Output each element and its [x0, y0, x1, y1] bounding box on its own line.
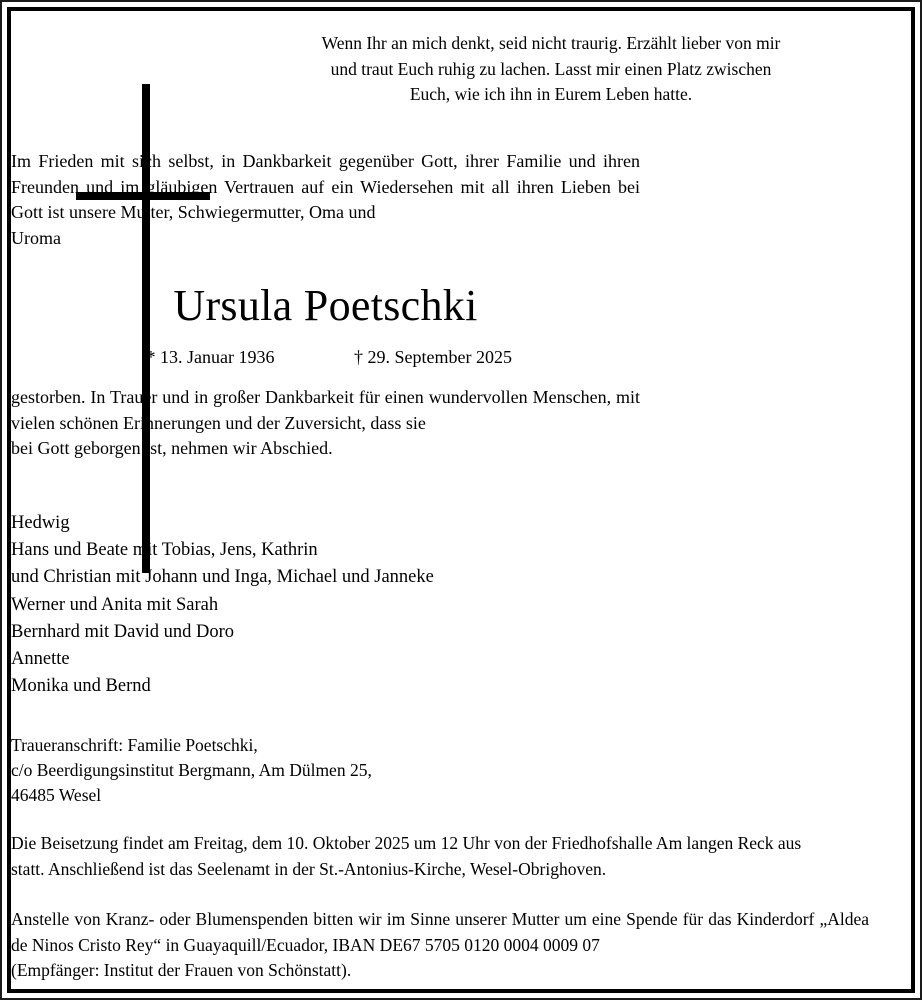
- list-item: Annette: [11, 649, 70, 670]
- death-date: † 29. September 2025: [354, 347, 512, 367]
- survivors-list: [11, 510, 640, 700]
- donation-information: [11, 907, 869, 984]
- intro-paragraph: [11, 149, 640, 251]
- quote-line-3: Euch, wie ich ihn in Eurem Leben hatte.: [409, 84, 693, 104]
- memorial-quote: [251, 31, 851, 108]
- notice-content: [11, 11, 911, 989]
- intro-last-line: Uroma: [11, 227, 61, 248]
- address-line-3: 46485 Wesel: [11, 785, 102, 805]
- address-line-1: Traueranschrift: Familie Poetschki,: [11, 735, 258, 755]
- list-item: Monika und Bernd: [11, 676, 151, 697]
- burial-information: [11, 831, 869, 882]
- farewell-text: gestorben. In Trauer und in großer Dankbarkeit für einen wundervollen Menschen, mit vielen schönen Erinnerungen und der Zuversicht, dass sie: [11, 387, 640, 433]
- farewell-paragraph: [11, 385, 640, 462]
- donation-text: Anstelle von Kranz- oder Blumenspenden bitten wir im Sinne unserer Mutter um eine Spende für das Kinderdorf „Aldea de Ninos Cristo Rey“ in Guayaquill/Ecuador, IBAN DE67 5705 0120 0004 0009 07: [11, 909, 869, 955]
- deceased-name: Ursula Poetschki: [173, 281, 478, 330]
- list-item: Werner und Anita mit Sarah: [11, 594, 219, 615]
- quote-line-1: Wenn Ihr an mich denkt, seid nicht traurig. Erzählt lieber von mir: [321, 33, 781, 53]
- life-dates: [11, 345, 640, 369]
- list-item: Hedwig: [11, 513, 70, 533]
- intro-text: Im Frieden mit sich selbst, in Dankbarkeit gegenüber Gott, ihrer Familie und ihren Freunden und im gläubigen Vertrauen auf ein Wiedersehen mit all ihren Lieben bei Gott ist unsere Mutter, Schwiegermutter, Oma und: [11, 151, 640, 222]
- farewell-last-line: bei Gott geborgen ist, nehmen wir Abschied.: [11, 438, 333, 458]
- burial-last-line: statt. Anschließend ist das Seelenamt in der St.-Antonius-Kirche, Wesel-Obrighoven.: [11, 858, 607, 879]
- quote-line-2: und traut Euch ruhig zu lachen. Lasst mir einen Platz zwischen: [330, 58, 772, 79]
- list-item: Hans und Beate mit Tobias, Jens, Kathrin: [11, 540, 318, 561]
- mourning-address: [11, 733, 869, 808]
- birth-date: * 13. Januar 1936: [146, 347, 275, 367]
- address-line-2: c/o Beerdigungsinstitut Bergmann, Am Dülmen 25,: [11, 760, 372, 780]
- burial-text: Die Beisetzung findet am Freitag, dem 10. Oktober 2025 um 12 Uhr von der Friedhofshalle Am langen Reck aus: [11, 833, 802, 853]
- donation-last-line: (Empfänger: Institut der Frauen von Schönstatt).: [11, 960, 352, 980]
- list-item: Bernhard mit David und Doro: [11, 621, 234, 642]
- list-item: und Christian mit Johann und Inga, Michael und Janneke: [11, 567, 434, 588]
